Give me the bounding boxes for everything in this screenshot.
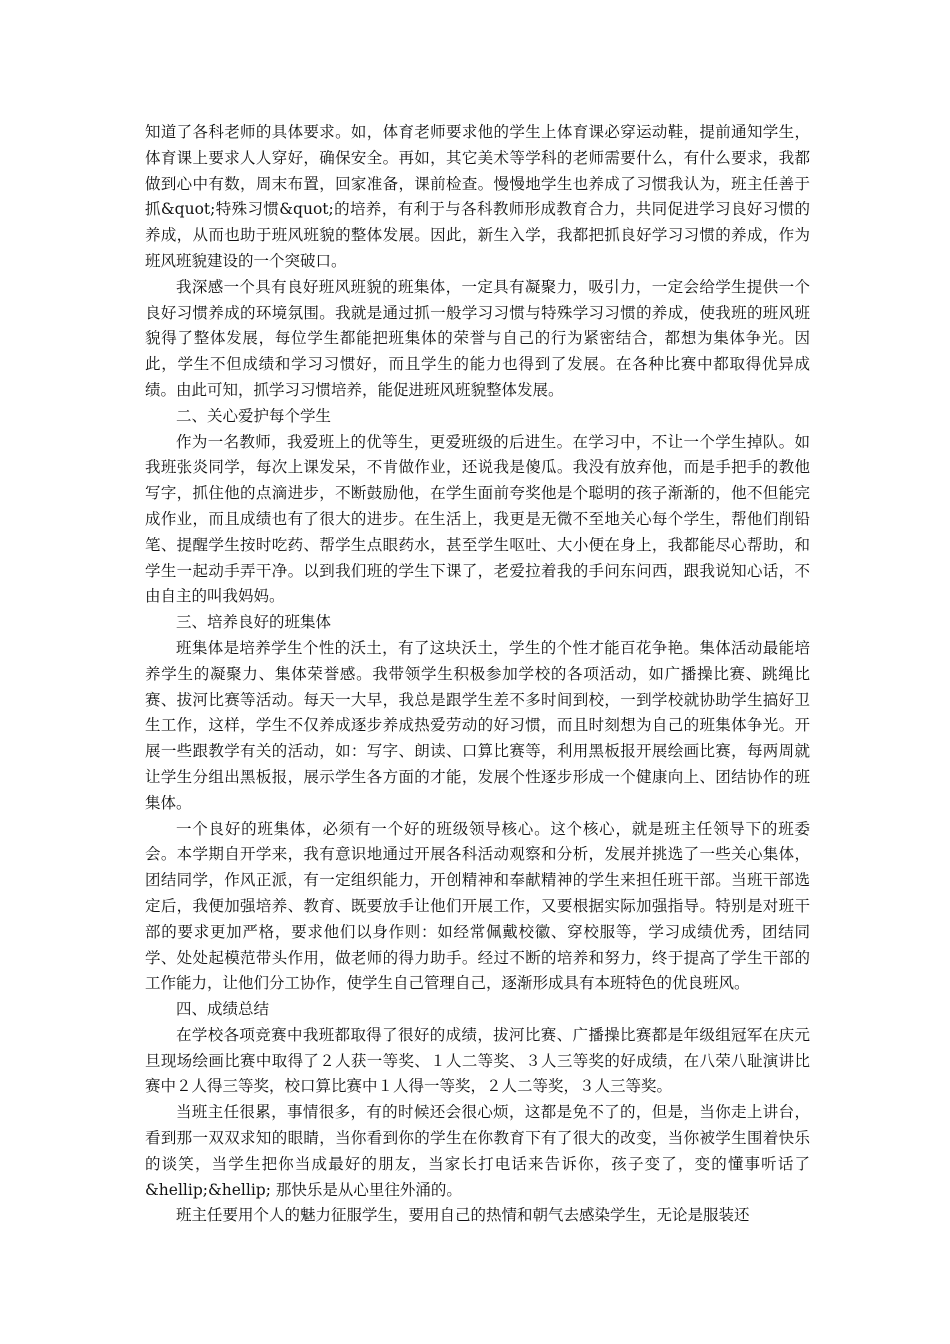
document-page <box>145 120 810 1229</box>
section-heading-3: 三、培养良好的班集体 <box>176 613 332 632</box>
paragraph: 班集体是培养学生个性的沃土，有了这块沃土，学生的个性才能百花争艳。集体活动最能培养学生的凝聚力、集体荣誉感。我带领学生积极参加学校的各项活动，如广播操比赛、跳绳比赛、拔河比赛等活动。每天一大早，我总是跟学生差不多时间到校，一到学校就协助学生搞好卫生工作，这样，学生不仅养成逐步养成热爱劳动的好习惯，而且时刻想为自己的班集体争光。开展一些跟教学有关的活动，如：写字、朗读、口算比赛等，利用黑板报开展绘画比赛，每两周就让学生分组出黑板报，展示学生各方面的才能，发展个性逐步形成一个健康向上、团结协作的班集体。 <box>145 638 810 812</box>
paragraph: 在学校各项竞赛中我班都取得了很好的成绩，拔河比赛、广播操比赛都是年级组冠军在庆元旦现场绘画比赛中取得了２人获一等奖、１人二等奖、３人三等奖的好成绩，在八荣八耻演讲比赛中２人得三等奖，校口算比赛中１人得一等奖，２人二等奖，３人三等奖。 <box>145 1025 810 1096</box>
paragraph: 作为一名教师，我爱班上的优等生，更爱班级的后进生。在学习中，不让一个学生掉队。如我班张炎同学，每次上课发呆，不肯做作业，还说我是傻瓜。我没有放弃他，而是手把手的教他写字，抓住他的点滴进步，不断鼓励他，在学生面前夸奖他是个聪明的孩子渐渐的，他不但能完成作业，而且成绩也有了很大的进步。在生活上，我更是无微不至地关心每个学生，帮他们削铅笔、提醒学生按时吃药、帮学生点眼药水，甚至学生呕吐、大小便在身上，我都能尽心帮助，和学生一起动手弄干净。以到我们班的学生下课了，老爱拉着我的手问东问西，跟我说知心话，不由自主的叫我妈妈。 <box>145 432 810 606</box>
paragraph: 当班主任很累，事情很多，有的时候还会很心烦，这都是免不了的，但是，当你走上讲台，看到那一双双求知的眼睛，当你看到你的学生在你教育下有了很大的改变，当你被学生围着快乐的谈笑，当学生把你当成最好的朋友，当家长打电话来告诉你，孩子变了，变的懂事听话了&hellip;&hellip; 那快乐是从心里往外涌的。 <box>145 1103 810 1199</box>
section-heading-4: 四、成绩总结 <box>176 1000 270 1019</box>
section-heading-2: 二、关心爱护每个学生 <box>176 406 332 425</box>
paragraph: 班主任要用个人的魅力征服学生，要用自己的热情和朝气去感染学生，无论是服装还 <box>176 1206 750 1225</box>
paragraph-continued: 知道了各科老师的具体要求。如，体育老师要求他的学生上体育课必穿运动鞋，提前通知学生，体育课上要求人人穿好，确保安全。再如，其它美术等学科的老师需要什么，有什么要求，我都做到心中有数，周末布置，回家准备，课前检查。慢慢地学生也养成了习惯我认为，班主任善于抓&quot;特殊习惯&quot;的培养，有利于与各科教师形成教育合力，共同促进学习良好习惯的养成，从而也助于班风班貌的整体发展。因此，新生入学，我都把抓良好学习习惯的养成，作为班风班貌建设的一个突破口。 <box>145 123 810 270</box>
paragraph: 我深感一个具有良好班风班貌的班集体，一定具有凝聚力，吸引力，一定会给学生提供一个良好习惯养成的环境氛围。我就是通过抓一般学习习惯与特殊学习习惯的养成，使我班的班风班貌得了整体发展，每位学生都能把班集体的荣誉与自己的行为紧密结合，都想为集体争光。因此，学生不但成绩和学习习惯好，而且学生的能力也得到了发展。在各种比赛中都取得优异成绩。由此可知，抓学习习惯培养，能促进班风班貌整体发展。 <box>145 277 810 399</box>
paragraph: 一个良好的班集体，必须有一个好的班级领导核心。这个核心，就是班主任领导下的班委会。本学期自开学来，我有意识地通过开展各科活动观察和分析，发展并挑选了一些关心集体，团结同学，作风正派，有一定组织能力，开创精神和奉献精神的学生来担任班干部。当班干部选定后，我便加强培养、教育、既要放手让他们开展工作，又要根据实际加强指导。特别是对班干部的要求更加严格，要求他们以身作则：如经常佩戴校徽、穿校服等，学习成绩优秀，团结同学、处处起模范带头作用，做老师的得力助手。经过不断的培养和努力，终于提高了学生干部的工作能力，让他们分工协作，使学生自己管理自己，逐渐形成具有本班特色的优良班风。 <box>145 819 810 993</box>
